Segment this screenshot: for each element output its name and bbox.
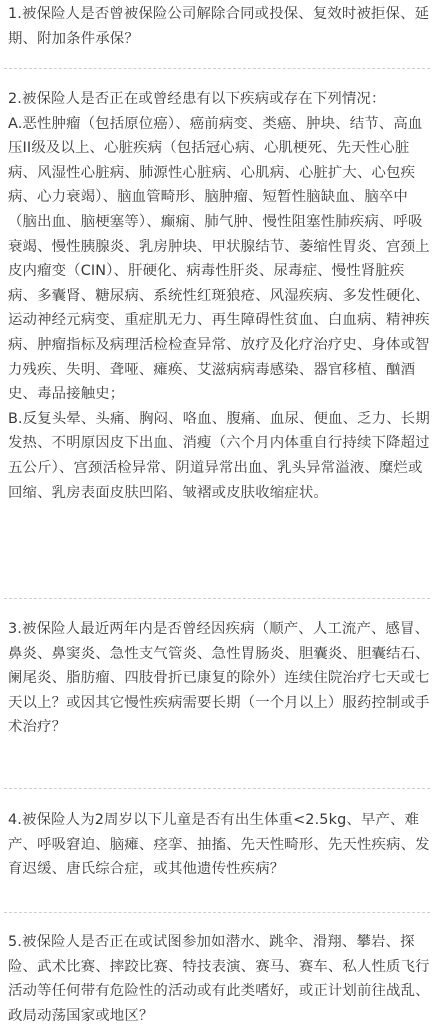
section-divider bbox=[4, 598, 430, 599]
section-divider bbox=[4, 912, 430, 913]
question-3: 3.被保险人最近两年内是否曾经因疾病（顺产、人工流产、感冒、鼻炎、鼻窦炎、急性支气管炎、急性胃肠炎、胆囊炎、胆囊结石、阑尾炎、脂肪瘤、四肢骨折已康复的除外）连续住院治疗七天或七天以上？或因其它慢性疾病需要长期（一个月以上）服药控制或手术治疗？ bbox=[8, 621, 430, 736]
section-divider bbox=[4, 68, 430, 69]
section-divider bbox=[4, 788, 430, 789]
question-4: 4.被保险人为2周岁以下儿童是否有出生体重<2.5kg、早产、难产、呼吸窘迫、脑瘫、痉挛、抽搐、先天性畸形、先天性疾病、发育迟缓、唐氏综合症，或其他遗传性疾病？ bbox=[8, 812, 430, 878]
question-1: 1.被保险人是否曾被保险公司解除合同或投保、复效时被拒保、延期、附加条件承保？ bbox=[8, 6, 430, 47]
question-5: 5.被保险人是否正在或试图参加如潜水、跳伞、滑翔、攀岩、探险、武术比赛、摔跤比赛、特技表演、赛马、赛车、私人性质飞行活动等任何带有危险性的活动或有此类嗜好，或正计划前往战乱、政局动荡国家或地区？ bbox=[8, 934, 430, 1024]
question-2: 2.被保险人是否正在或曾经患有以下疾病或存在下列情况： A.恶性肿瘤（包括原位癌）、癌前病变、类癌、肿块、结节、高血压II级及以上、心脏疾病（包括冠心病、心肌梗死、先天性心脏病、风湿性心脏病、肺源性心脏病、心肌病、心脏扩大、心包疾病、心力衰竭）、脑血管畸形、脑肿瘤、短暂性脑缺血、脑卒中（脑出血、脑梗塞等）、癫痫、肺气肿、慢性阻塞性肺疾病、呼吸衰竭、慢性胰腺炎、乳房肿块、甲状腺结节、萎缩性胃炎、宫颈上皮内瘤变（CIN）、肝硬化、病毒性肝炎、尿毒症、慢性肾脏疾病、多囊肾、糖尿病、系统性红斑狼疮、风湿疾病、多发性硬化、运动神经元病变、重症肌无力、再生障碍性贫血、白血病、精神疾病、肿瘤指标及病理活检检查异常、放疗及化疗治疗史、身体或智力残疾、失明、聋哑、瘫痪、艾滋病病毒感染、器官移植、酗酒史、毒品接触史； B.反复头晕、头痛、胸闷、咯血、腹痛、血尿、便血、乏力、长期发热、不明原因皮下出血、消瘦（六个月内体重自行持续下降超过五公斤）、宫颈活检异常、阴道异常出血、乳头异常溢液、糜烂或回缩、乳房表面皮肤凹陷、皱褶或皮肤收缩症状。 bbox=[8, 91, 430, 501]
